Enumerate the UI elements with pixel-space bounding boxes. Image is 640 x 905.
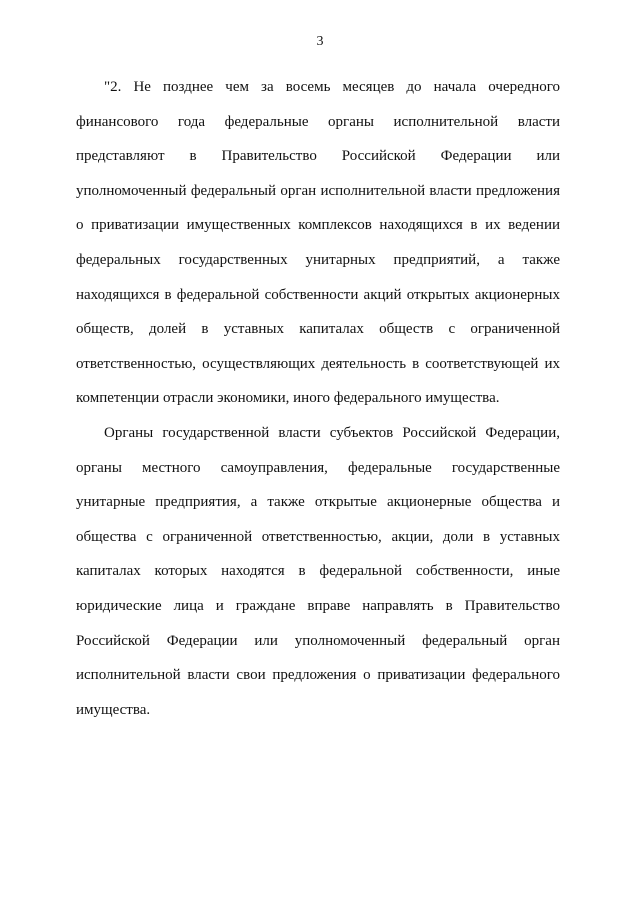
document-body (76, 70, 560, 727)
paragraph-item-2: "2. Не позднее чем за восемь месяцев до начала очередного финансового года федеральные органы исполнительной власти представляют в Правительство Российской Федерации или уполномоченный федеральный орган исполнительной власти предложения о приватизации имущественных комплексов находящихся в их ведении федеральных государственных унитарных предприятий, а также находящихся в федеральной собственности акций открытых акционерных обществ, долей в уставных капиталах обществ с ограниченной ответственностью, осуществляющих деятельность в соответствующей их компетенции отрасли экономики, иного федерального имущества. (76, 79, 560, 407)
paragraph-proposal-submitters: Органы государственной власти субъектов Российской Федерации, органы местного самоуправления, федеральные государственные унитарные предприятия, а также открытые акционерные общества и общества с ограниченной ответственностью, акции, доли в уставных капиталах которых находятся в федеральной собственности, иные юридические лица и граждане вправе направлять в Правительство Российской Федерации или уполномоченный федеральный орган исполнительной власти свои предложения о приватизации федерального имущества. (76, 424, 560, 718)
page-number: 3 (316, 34, 324, 49)
